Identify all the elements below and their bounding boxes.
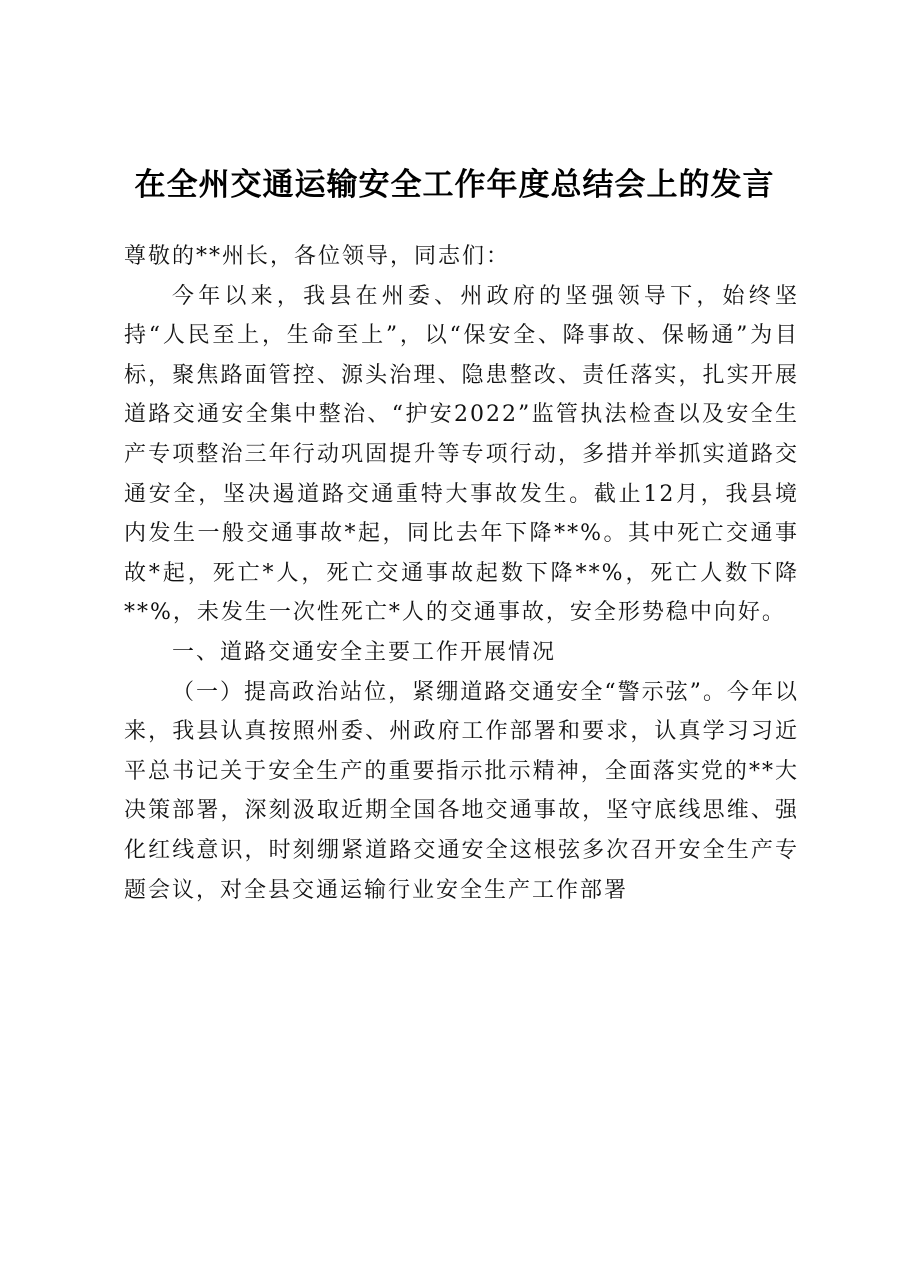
document-body [124, 237, 799, 910]
subsection-paragraph: （一）提高政治站位，紧绷道路交通安全“警示弦”。今年以来，我县认真按照州委、州政府工作部署和要求，认真学习习近平总书记关于安全生产的重要指示批示精神，全面落实党的**大决策部署，深刻汲取近期全国各地交通事故，坚守底线思维、强化红线意识，时刻绷紧道路交通安全这根弦多次召开安全生产专题会议，对全县交通运输行业安全生产工作部署 [124, 679, 799, 903]
salutation: 尊敬的**州长，各位领导，同志们： [124, 244, 511, 269]
section-heading: 一、道路交通安全主要工作开展情况 [172, 639, 557, 665]
intro-paragraph: 今年以来，我县在州委、州政府的坚强领导下，始终坚持“人民至上，生命至上”，以“保安全、降事故、保畅通”为目标，聚焦路面管控、源头治理、隐患整改、责任落实，扎实开展道路交通安全集中整治、“护安2022”监管执法检查以及安全生产专项整治三年行动巩固提升等专项行动，多措并举抓实道路交通安全，坚决遏道路交通重特大事故发生。截止12月，我县境内发生一般交通事故*起，同比去年下降**%。其中死亡交通事故*起，死亡*人，死亡交通事故起数下降**%，死亡人数下降**%，未发生一次性死亡*人的交通事故，安全形势稳中向好。 [124, 283, 799, 626]
document-title: 在全州交通运输安全工作年度总结会上的发言 [134, 167, 775, 203]
